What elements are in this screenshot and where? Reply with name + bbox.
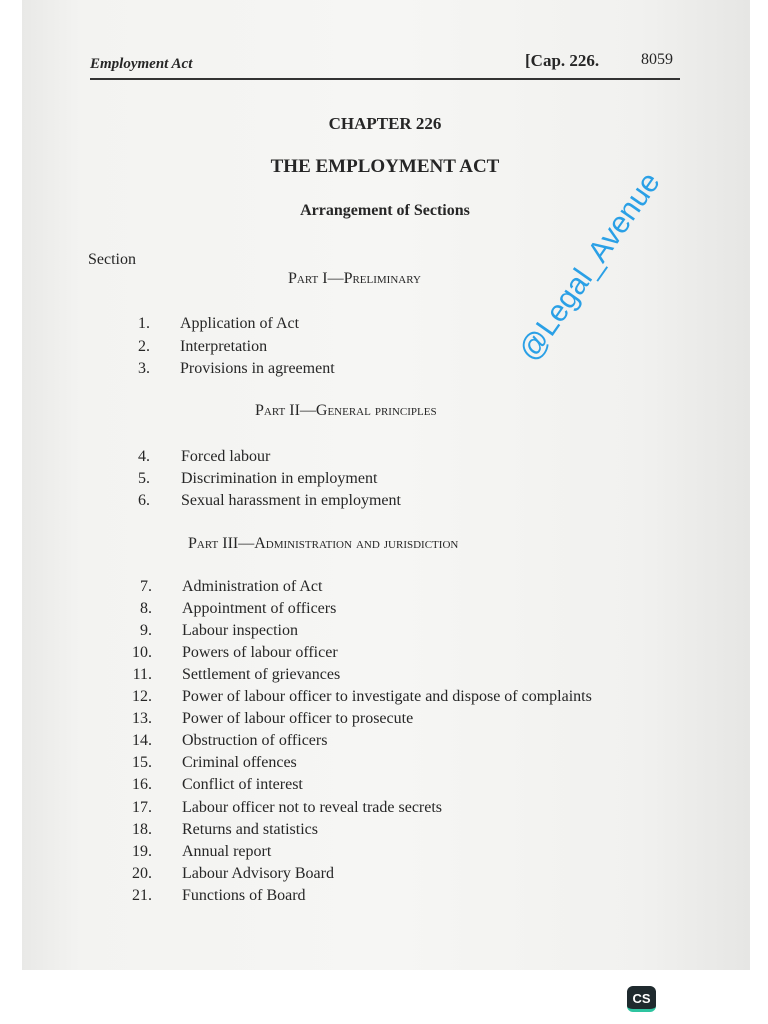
section-column-label: Section — [88, 251, 136, 268]
running-header — [90, 48, 680, 80]
header-page-number: 8059 — [641, 51, 673, 68]
part-heading: Part III—Administration and jurisdiction — [188, 535, 459, 552]
section-title: Functions of Board — [182, 886, 306, 904]
header-cap-number: [Cap. 226. — [525, 51, 600, 70]
section-number: 10. — [132, 644, 152, 662]
section-title: Criminal offences — [182, 754, 297, 772]
list-item — [110, 600, 690, 622]
section-number: 9. — [140, 622, 152, 640]
section-title: Discrimination in employment — [181, 470, 378, 487]
list-item — [110, 470, 470, 492]
camscanner-logo: CS — [627, 986, 656, 1012]
section-title: Application of Act — [180, 315, 300, 332]
list-item — [110, 666, 690, 688]
list-item — [110, 776, 690, 798]
section-title: Annual report — [182, 842, 272, 860]
list-item — [110, 821, 690, 843]
list-item — [110, 732, 690, 754]
list-item — [110, 799, 690, 821]
section-number: 18. — [132, 820, 152, 838]
section-title: Power of labour officer to prosecute — [182, 710, 414, 728]
section-title: Forced labour — [181, 448, 271, 465]
section-title: Labour officer not to reveal trade secrets — [182, 798, 443, 816]
section-title: Administration of Act — [182, 578, 323, 595]
part-heading: Part II—General principles — [255, 402, 437, 419]
list-item — [110, 843, 690, 865]
section-number: 12. — [132, 688, 152, 706]
list-item — [110, 338, 410, 360]
section-number: 1. — [138, 315, 150, 332]
section-title: Labour Advisory Board — [182, 864, 334, 882]
act-title: THE EMPLOYMENT ACT — [270, 156, 500, 177]
section-number: 15. — [132, 754, 152, 772]
list-item — [110, 865, 690, 887]
section-title: Powers of labour officer — [182, 644, 338, 662]
section-number: 5. — [138, 470, 150, 487]
section-number: 19. — [132, 842, 152, 860]
section-number: 13. — [132, 710, 152, 728]
section-number: 21. — [132, 886, 152, 904]
section-title: Appointment of officers — [182, 600, 337, 618]
list-item — [110, 644, 690, 666]
section-number: 8. — [140, 600, 152, 618]
watermark-handle: @Legal_Avenue — [512, 166, 667, 368]
list-item — [110, 710, 690, 732]
section-number: 4. — [138, 448, 150, 465]
section-number: 14. — [132, 732, 152, 750]
section-title: Power of labour officer to investigate and dispose of complaints — [182, 688, 592, 706]
section-number: 7. — [140, 578, 152, 595]
section-number: 3. — [138, 360, 150, 377]
list-item — [110, 887, 690, 909]
section-number: 6. — [138, 492, 150, 509]
arrangement-heading: Arrangement of Sections — [300, 202, 470, 219]
section-title: Returns and statistics — [182, 820, 318, 838]
list-item — [110, 492, 470, 514]
section-number: 2. — [138, 338, 150, 355]
section-title: Obstruction of officers — [182, 732, 328, 750]
section-title: Conflict of interest — [182, 776, 303, 794]
list-item — [110, 622, 690, 644]
section-number: 16. — [132, 776, 152, 794]
section-number: 11. — [132, 666, 152, 684]
chapter-heading: CHAPTER 226 — [328, 114, 442, 133]
list-item — [110, 688, 690, 710]
section-title: Provisions in agreement — [180, 360, 335, 377]
list-item — [110, 448, 470, 470]
section-title: Settlement of grievances — [182, 666, 341, 684]
section-number: 17. — [132, 798, 152, 816]
list-item — [110, 578, 690, 600]
header-act-name: Employment Act — [90, 56, 193, 72]
part-heading: Part I—Preliminary — [288, 270, 421, 287]
list-item — [110, 754, 690, 776]
list-item — [110, 360, 410, 382]
section-title: Sexual harassment in employment — [181, 492, 401, 509]
list-item — [110, 315, 410, 337]
section-number: 20. — [132, 864, 152, 882]
section-title: Interpretation — [180, 338, 268, 355]
section-title: Labour inspection — [182, 622, 298, 640]
